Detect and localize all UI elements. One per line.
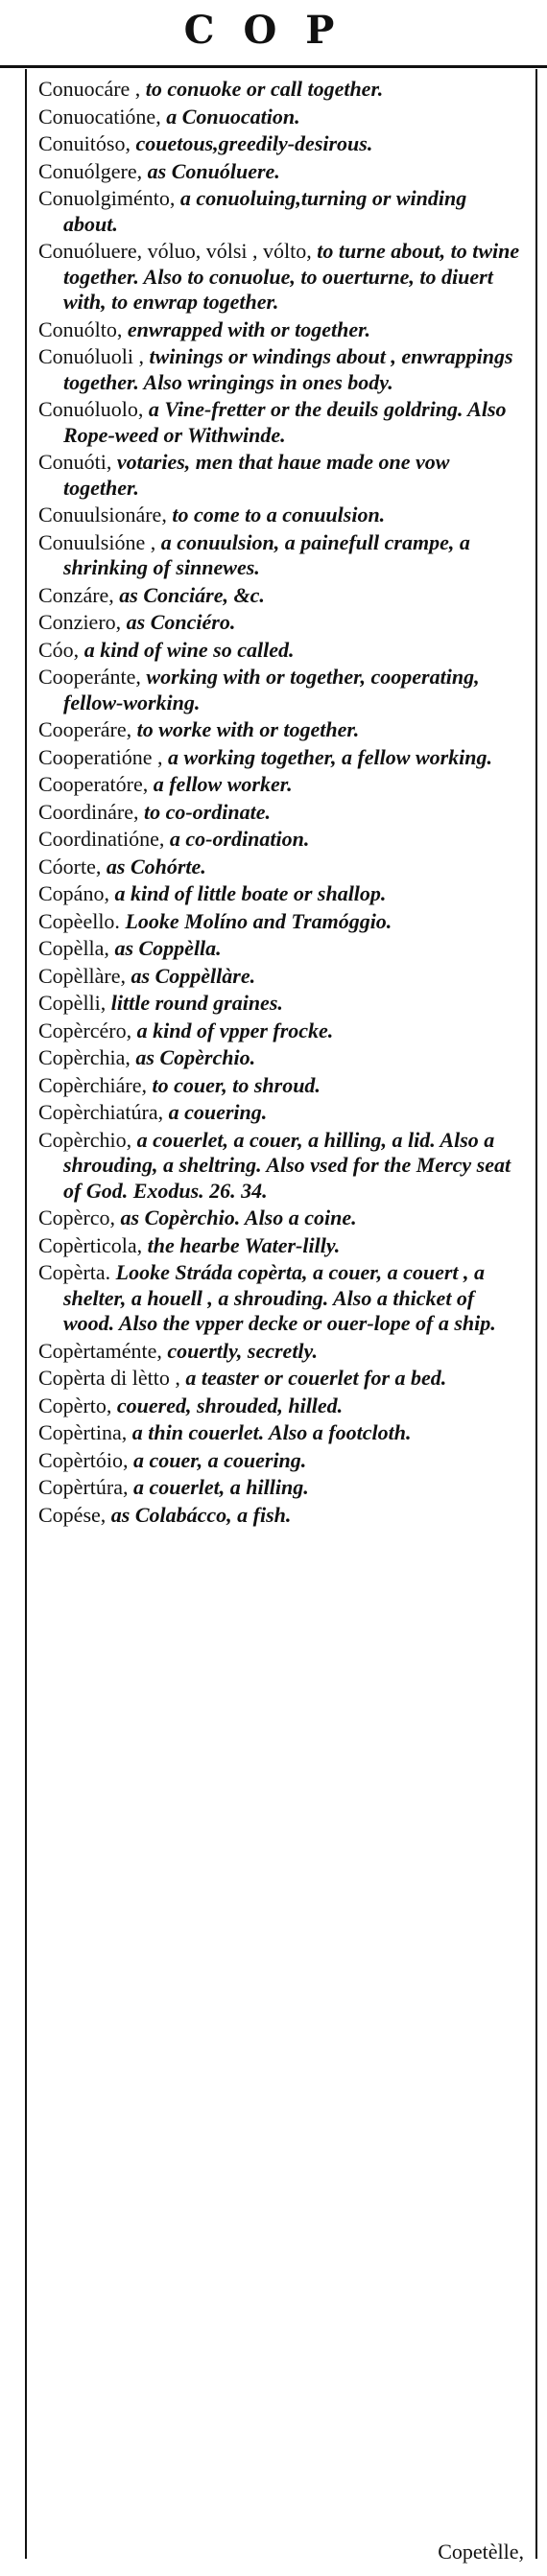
headword: Conuulsióne , xyxy=(38,529,156,554)
headword: Conuitóso, xyxy=(38,131,131,155)
headword: Cooperánte, xyxy=(38,665,141,689)
headword: Copèrto, xyxy=(38,1393,112,1417)
definition: a kind of wine so called. xyxy=(83,637,295,662)
dictionary-entry xyxy=(38,131,526,157)
definition: couetous,greedily-desirous. xyxy=(135,131,373,155)
dictionary-column xyxy=(25,69,537,2559)
headword: Copèrchiáre, xyxy=(38,1072,147,1097)
headword: Conuóti, xyxy=(38,450,112,474)
definition: a couerlet, a hilling. xyxy=(132,1475,309,1499)
dictionary-entry xyxy=(38,964,526,990)
headword: Conziero, xyxy=(38,610,122,634)
definition: votaries, men that haue made one vow together. xyxy=(63,450,450,500)
headword: Coordinatióne, xyxy=(38,827,165,851)
dictionary-entry xyxy=(38,1448,526,1474)
dictionary-entry xyxy=(38,503,526,528)
definition: as Coppèllàre. xyxy=(131,963,256,988)
definition: to conuoke or call together. xyxy=(145,77,384,101)
definition: to couer, to shroud. xyxy=(152,1072,321,1097)
headword: Conuólto, xyxy=(38,316,123,341)
definition: as Conciáre, &c. xyxy=(119,582,265,607)
dictionary-entry xyxy=(38,1393,526,1419)
dictionary-entry xyxy=(38,1339,526,1365)
headword: Conuóluoli , xyxy=(38,344,145,368)
definition: as Conciéro. xyxy=(126,610,236,634)
headword: Copáno, xyxy=(38,881,109,905)
dictionary-entry xyxy=(38,1366,526,1392)
headword: Conuólgere, xyxy=(38,158,143,183)
headword: Copèrchiatúra, xyxy=(38,1100,164,1124)
dictionary-entry xyxy=(38,77,526,103)
dictionary-entry xyxy=(38,239,526,316)
dictionary-entry xyxy=(38,745,526,771)
dictionary-entry xyxy=(38,855,526,880)
dictionary-entry xyxy=(38,1073,526,1099)
definition: as Conuóluere. xyxy=(147,158,280,183)
entry-list xyxy=(38,77,526,1530)
dictionary-entry xyxy=(38,800,526,826)
definition: a Vine-fretter or the deuils goldring. Also Rope-weed or Withwinde. xyxy=(63,397,507,447)
dictionary-entry xyxy=(38,909,526,935)
headword: Cooperáre, xyxy=(38,717,132,741)
headword: Copèllàre, xyxy=(38,963,127,988)
dictionary-entry xyxy=(38,1206,526,1231)
definition: a kind of little boate or shallop. xyxy=(114,881,387,905)
dictionary-entry xyxy=(38,583,526,609)
headword: Copèrcéro, xyxy=(38,1018,132,1042)
headword: Copèlla, xyxy=(38,936,109,960)
dictionary-entry xyxy=(38,159,526,185)
definition: to turne about, to twine together. Also to conuolue, to ouerturne, to diuert with, to enwrap together. xyxy=(63,239,520,314)
dictionary-entry xyxy=(38,344,526,395)
headword: Cooperatóre, xyxy=(38,772,149,796)
definition: to co-ordinate. xyxy=(143,799,271,824)
dictionary-entry xyxy=(38,717,526,743)
dictionary-entry xyxy=(38,772,526,798)
page-header xyxy=(0,0,547,68)
dictionary-entry xyxy=(38,450,526,501)
definition: a couering. xyxy=(168,1100,268,1124)
dictionary-entry xyxy=(38,1503,526,1529)
definition: as Copèrchio. xyxy=(135,1045,256,1069)
dictionary-entry xyxy=(38,936,526,962)
definition: the hearbe Water-lilly. xyxy=(147,1232,341,1257)
definition: a couer, a couering. xyxy=(133,1447,307,1472)
definition: as Coppèlla. xyxy=(114,936,222,960)
definition: a conuoluing,turning or winding about. xyxy=(63,186,467,236)
definition: a co-ordination. xyxy=(169,827,310,851)
headword: Conuulsionáre, xyxy=(38,503,167,527)
headword: Conuocatióne, xyxy=(38,104,161,129)
definition: a teaster or couerlet for a bed. xyxy=(185,1366,447,1390)
definition: to worke with or together. xyxy=(136,717,360,741)
definition: couertly, secretly. xyxy=(167,1338,318,1363)
dictionary-entry xyxy=(38,827,526,853)
dictionary-entry xyxy=(38,105,526,130)
headword: Cooperatióne , xyxy=(38,744,163,769)
page-title: COP xyxy=(183,8,364,53)
headword: Conzáre, xyxy=(38,582,114,607)
definition: a conuulsion, a painefull crampe, a shrinking of sinnewes. xyxy=(63,529,470,579)
headword: Copèello. xyxy=(38,908,120,933)
headword: Conuóluolo, xyxy=(38,397,144,421)
dictionary-entry xyxy=(38,610,526,636)
definition: couered, shrouded, hilled. xyxy=(116,1393,344,1417)
dictionary-entry xyxy=(38,991,526,1017)
headword: Conuolgiménto, xyxy=(38,186,176,210)
headword: Copèlli, xyxy=(38,991,107,1015)
headword: Coordináre, xyxy=(38,799,139,824)
headword: Cóo, xyxy=(38,637,80,662)
headword: Copèrtina, xyxy=(38,1420,128,1444)
dictionary-entry xyxy=(38,1475,526,1501)
definition: Looke Molíno and Tramóggio. xyxy=(125,908,392,933)
dictionary-entry xyxy=(38,1233,526,1259)
definition: enwrapped with or together. xyxy=(127,316,370,341)
headword: Copèrco, xyxy=(38,1206,116,1229)
headword: Copèrtúra, xyxy=(38,1475,129,1499)
dictionary-entry xyxy=(38,665,526,715)
definition: a couerlet, a couer, a hilling, a lid. Also a shrouding, a sheltring. Also vsed for the Mercy seat of God. Exodus. 26. 34. xyxy=(63,1127,511,1203)
dictionary-entry xyxy=(38,397,526,448)
dictionary-entry xyxy=(38,1019,526,1044)
definition: as Colabácco, a fish. xyxy=(110,1502,292,1527)
dictionary-entry xyxy=(38,1100,526,1126)
headword: Copése, xyxy=(38,1502,107,1527)
headword: Copèrticola, xyxy=(38,1232,143,1257)
definition: working with or together, cooperating, fellow-working. xyxy=(63,665,480,714)
definition: a kind of vpper frocke. xyxy=(136,1018,334,1042)
dictionary-entry xyxy=(38,530,526,581)
dictionary-entry xyxy=(38,1260,526,1337)
definition: little round graines. xyxy=(110,991,283,1015)
catchword: Copetèlle, xyxy=(438,2540,524,2564)
headword: Copèrchio, xyxy=(38,1127,132,1152)
headword: Copèrta di lètto , xyxy=(38,1366,180,1390)
dictionary-entry xyxy=(38,638,526,664)
dictionary-entry xyxy=(38,317,526,343)
definition: a Conuocation. xyxy=(166,104,300,129)
headword: Copèrta. xyxy=(38,1260,111,1284)
definition: as Copèrchio. Also a coine. xyxy=(120,1206,357,1229)
dictionary-entry xyxy=(38,881,526,907)
definition: to come to a conuulsion. xyxy=(172,503,386,527)
definition: a thin couerlet. Also a footcloth. xyxy=(131,1420,412,1444)
dictionary-entry xyxy=(38,1128,526,1205)
definition: twinings or windings about , enwrappings together. Also wringings in ones body. xyxy=(63,344,513,394)
headword: Cóorte, xyxy=(38,854,102,878)
definition: a working together, a fellow working. xyxy=(168,744,493,769)
headword: Copèrtóio, xyxy=(38,1447,129,1472)
dictionary-entry xyxy=(38,1420,526,1446)
headword: Copèrtaménte, xyxy=(38,1338,162,1363)
headword: Copèrchia, xyxy=(38,1045,131,1069)
definition: as Cohórte. xyxy=(106,854,206,878)
headword: Conuóluere, vóluo, vólsi , vólto, xyxy=(38,239,312,263)
dictionary-entry xyxy=(38,186,526,237)
dictionary-entry xyxy=(38,1045,526,1071)
definition: Looke Stráda copèrta, a couer, a couert , a shelter, a houell , a shrouding. Also a thicket of wood. Also the vpper decke or ouer-lope of a ship. xyxy=(63,1260,496,1335)
headword: Conuocáre , xyxy=(38,77,141,101)
definition: a fellow worker. xyxy=(153,772,293,796)
